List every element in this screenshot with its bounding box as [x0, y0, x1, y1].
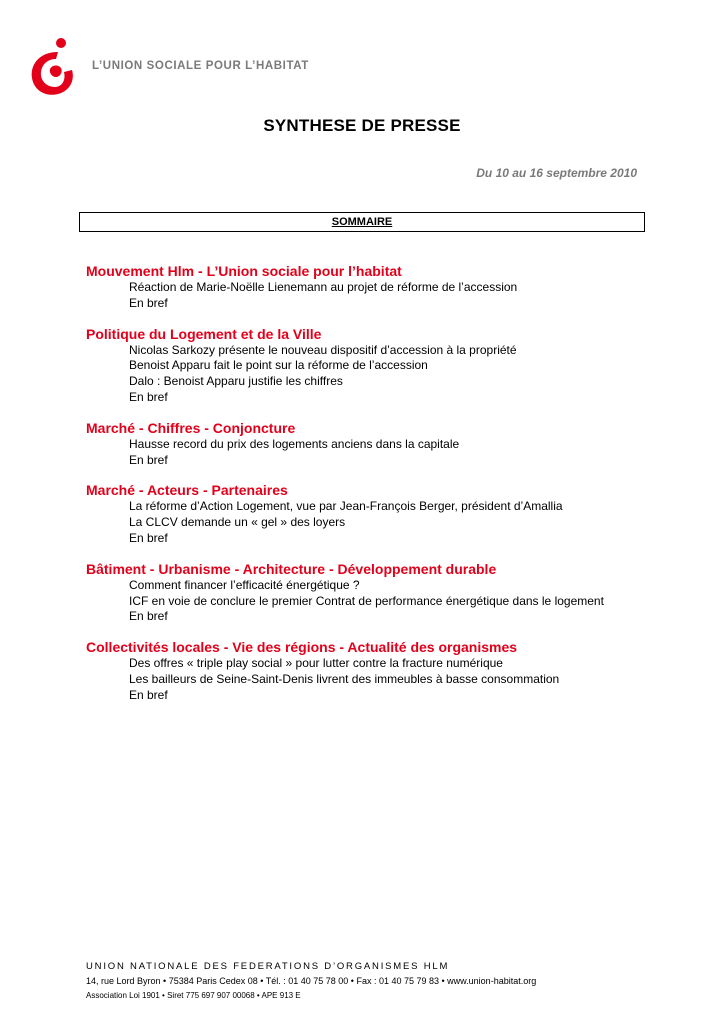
- section-title: Marché - Chiffres - Conjoncture: [86, 419, 296, 436]
- section-items: [86, 437, 646, 469]
- toc-item: En bref: [129, 530, 168, 545]
- page-title: SYNTHESE DE PRESSE: [263, 116, 461, 135]
- sommaire-heading: [79, 212, 645, 232]
- section-title: Marché - Acteurs - Partenaires: [86, 482, 288, 499]
- sommaire-label: SOMMAIRE: [331, 216, 393, 228]
- organization-name: L’UNION SOCIALE POUR L’HABITAT: [92, 60, 309, 72]
- toc-section: [86, 481, 646, 546]
- toc-item: Dalo : Benoist Apparu justifie les chiffres: [129, 374, 343, 389]
- section-title: Bâtiment - Urbanisme - Architecture - Développement durable: [86, 560, 497, 577]
- toc-item: En bref: [129, 687, 168, 702]
- toc-item: La réforme d’Action Logement, vue par Jean-François Berger, président d’Amallia: [129, 499, 563, 514]
- toc-section: [86, 638, 646, 703]
- date-range: Du 10 au 16 septembre 2010: [476, 166, 637, 180]
- toc-item: Comment financer l’efficacité énergétique ?: [129, 577, 360, 592]
- toc-item: ICF en voie de conclure le premier Contrat de performance énergétique dans le logement: [129, 593, 604, 608]
- section-title: Collectivités locales - Vie des régions - Actualité des organismes: [86, 639, 518, 656]
- toc-item: Réaction de Marie-Noëlle Lienemann au projet de réforme de l’accession: [129, 280, 518, 294]
- toc-item: En bref: [129, 452, 168, 467]
- section-items: [86, 280, 646, 312]
- section-title: Politique du Logement et de la Ville: [86, 325, 322, 342]
- section-title: Mouvement Hlm - L’Union sociale pour l’habitat: [86, 263, 402, 279]
- footer-legal: Association Loi 1901 • Siret 775 697 907 00068 • APE 913 E: [86, 991, 301, 1000]
- toc-section: [86, 560, 646, 625]
- section-items: [86, 578, 646, 625]
- toc-item: La CLCV demande un « gel » des loyers: [129, 515, 346, 530]
- table-of-contents: [86, 262, 646, 717]
- toc-item: Hausse record du prix des logements anciens dans la capitale: [129, 436, 460, 451]
- toc-section: [86, 325, 646, 406]
- toc-item: En bref: [129, 389, 168, 404]
- toc-section: [86, 262, 646, 312]
- toc-item: En bref: [129, 609, 168, 624]
- section-items: [86, 343, 646, 406]
- footer-organization: UNION NATIONALE DES FEDERATIONS D’ORGANISMES HLM: [86, 961, 450, 972]
- section-items: [86, 656, 646, 703]
- section-items: [86, 499, 646, 546]
- footer: [86, 960, 646, 1002]
- toc-item: Benoist Apparu fait le point sur la réforme de l’accession: [129, 358, 428, 373]
- toc-section: [86, 419, 646, 469]
- toc-item: Des offres « triple play social » pour lutter contre la fracture numérique: [129, 656, 503, 671]
- toc-item: Nicolas Sarkozy présente le nouveau dispositif d’accession à la propriété: [129, 342, 517, 357]
- toc-item: En bref: [129, 295, 168, 310]
- footer-address: 14, rue Lord Byron • 75384 Paris Cedex 08 • Tél. : 01 40 75 78 00 • Fax : 01 40 75 79 83 • www.union-habitat.org: [86, 976, 537, 986]
- union-habitat-logo-icon: [28, 36, 76, 98]
- toc-item: Les bailleurs de Seine-Saint-Denis livrent des immeubles à basse consommation: [129, 671, 560, 686]
